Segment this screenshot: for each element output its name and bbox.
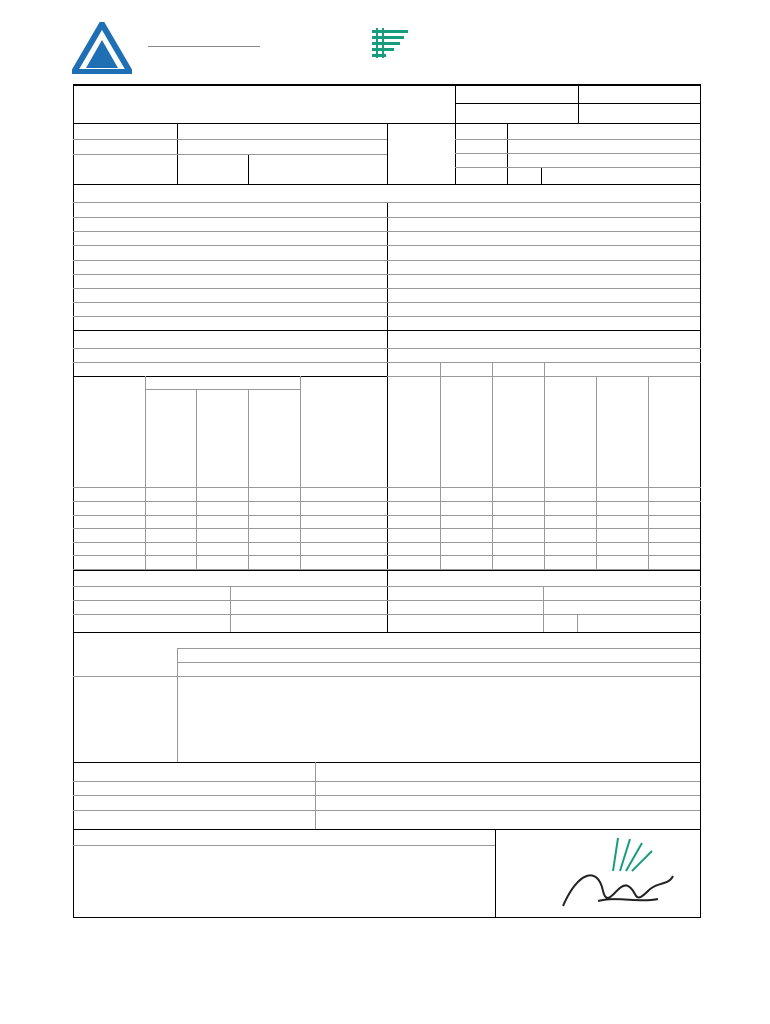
tuv-logo: [72, 22, 132, 74]
tuv-triangle-icon: [72, 22, 132, 74]
fraunhofer-stripes-icon: [372, 28, 408, 58]
fraunhofer-logo: [372, 28, 408, 58]
signature-icon: [558, 861, 678, 917]
testlab-stamp: [498, 831, 698, 917]
